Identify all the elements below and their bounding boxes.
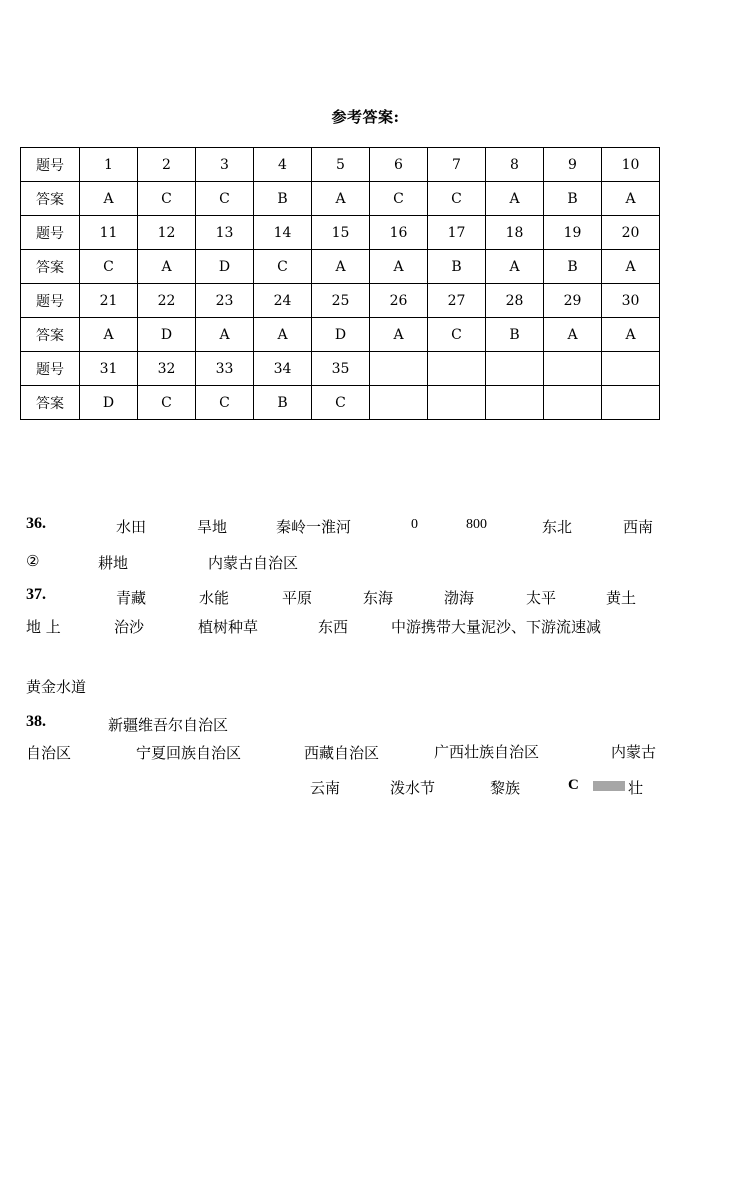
answer-letter-cell — [544, 386, 602, 420]
q36-answer: 水田 — [116, 518, 147, 536]
question-number-cell: 32 — [138, 352, 196, 386]
question-number-cell: 31 — [80, 352, 138, 386]
q38-answer: 壮 — [628, 779, 644, 797]
answer-letter-cell: C — [312, 386, 370, 420]
answer-letter-cell: C — [138, 182, 196, 216]
answer-row — [21, 182, 660, 216]
answer-letter-cell: A — [486, 182, 544, 216]
answer-letter-cell: B — [254, 182, 312, 216]
row-label-answer: 答案 — [21, 182, 80, 216]
question-number-cell — [428, 352, 486, 386]
answer-key-title: 参考答案: — [331, 108, 400, 126]
row-label-question: 题号 — [21, 352, 80, 386]
row-label-answer: 答案 — [21, 386, 80, 420]
question-number-cell: 8 — [486, 148, 544, 182]
answer-letter-cell: B — [254, 386, 312, 420]
q38-answer: 新疆维吾尔自治区 — [108, 716, 229, 734]
answer-row — [21, 250, 660, 284]
question-number-cell — [602, 352, 660, 386]
question-number-cell: 15 — [312, 216, 370, 250]
q36-answer: 秦岭一淮河 — [276, 518, 352, 536]
answer-letter-cell: D — [138, 318, 196, 352]
q36-answer: ② — [26, 552, 40, 570]
q38-number: 38. — [26, 713, 46, 730]
question-number-cell: 7 — [428, 148, 486, 182]
question-number-cell: 2 — [138, 148, 196, 182]
answer-letter-cell: C — [196, 386, 254, 420]
question-number-cell: 23 — [196, 284, 254, 318]
q37-answer: 黄土 — [606, 589, 637, 607]
row-label-answer: 答案 — [21, 250, 80, 284]
answer-letter-cell: B — [428, 250, 486, 284]
answer-letter-cell: A — [544, 318, 602, 352]
question-number-cell: 1 — [80, 148, 138, 182]
answer-letter-cell — [370, 386, 428, 420]
q36-answer: 西南 — [623, 518, 654, 536]
answer-letter-cell: B — [544, 250, 602, 284]
question-number-cell: 34 — [254, 352, 312, 386]
q36-answer: 800 — [466, 517, 487, 532]
question-number-cell: 27 — [428, 284, 486, 318]
question-number-cell: 9 — [544, 148, 602, 182]
answer-letter-cell: C — [254, 250, 312, 284]
answer-letter-cell: A — [80, 318, 138, 352]
answer-letter-cell: C — [428, 182, 486, 216]
q37-answer: 治沙 — [114, 618, 145, 636]
row-label-question: 题号 — [21, 216, 80, 250]
q37-answer: 东海 — [363, 589, 394, 607]
question-number-cell: 18 — [486, 216, 544, 250]
question-number-cell — [544, 352, 602, 386]
answer-letter-cell: D — [80, 386, 138, 420]
answer-letter-cell: D — [312, 318, 370, 352]
q37-answer: 太平 — [526, 589, 557, 607]
q37-answer: 地 上 — [26, 618, 61, 636]
q36-answer: 东北 — [542, 518, 573, 536]
answer-letter-cell: C — [80, 250, 138, 284]
row-label-question: 题号 — [21, 284, 80, 318]
answer-letter-cell: A — [602, 250, 660, 284]
q36-answer: 内蒙古自治区 — [208, 554, 299, 572]
question-number-cell — [486, 352, 544, 386]
answer-letter-cell: A — [254, 318, 312, 352]
question-number-row — [21, 148, 660, 182]
answer-row — [21, 318, 660, 352]
q37-answer: 东西 — [318, 618, 349, 636]
answer-letter-cell: A — [312, 250, 370, 284]
q36-answer: 耕地 — [98, 554, 129, 572]
q37-answer: 渤海 — [444, 589, 475, 607]
question-number-cell: 4 — [254, 148, 312, 182]
answer-letter-cell: A — [370, 250, 428, 284]
answer-letter-cell: B — [486, 318, 544, 352]
answer-letter-cell: A — [312, 182, 370, 216]
answer-row — [21, 386, 660, 420]
question-number-cell: 10 — [602, 148, 660, 182]
answer-letter-cell: A — [602, 182, 660, 216]
question-number-cell: 21 — [80, 284, 138, 318]
answer-letter-cell: A — [196, 318, 254, 352]
question-number-cell: 29 — [544, 284, 602, 318]
answer-letter-cell: C — [428, 318, 486, 352]
question-number-cell: 6 — [370, 148, 428, 182]
q37-answer: 青藏 — [116, 589, 147, 607]
question-number-cell: 26 — [370, 284, 428, 318]
answer-letter-cell: C — [196, 182, 254, 216]
row-label-answer: 答案 — [21, 318, 80, 352]
question-number-cell: 12 — [138, 216, 196, 250]
question-number-cell: 5 — [312, 148, 370, 182]
question-number-cell: 20 — [602, 216, 660, 250]
question-number-cell: 3 — [196, 148, 254, 182]
question-number-cell: 22 — [138, 284, 196, 318]
answer-letter-cell: D — [196, 250, 254, 284]
answer-letter-cell: C — [138, 386, 196, 420]
q38-answer: C — [568, 777, 579, 793]
question-number-cell: 17 — [428, 216, 486, 250]
question-number-cell: 14 — [254, 216, 312, 250]
question-number-row — [21, 352, 660, 386]
answer-letter-cell — [602, 386, 660, 420]
q38-answer: 泼水节 — [390, 779, 436, 797]
answer-letter-cell: A — [138, 250, 196, 284]
q37-number: 37. — [26, 586, 46, 603]
q36-answer: 0 — [411, 517, 418, 532]
answer-letter-cell: A — [602, 318, 660, 352]
answer-letter-cell: B — [544, 182, 602, 216]
answer-letter-cell — [428, 386, 486, 420]
question-number-cell: 35 — [312, 352, 370, 386]
q38-answer: 自治区 — [26, 744, 72, 762]
question-number-cell: 30 — [602, 284, 660, 318]
question-number-cell: 28 — [486, 284, 544, 318]
question-number-cell: 13 — [196, 216, 254, 250]
question-number-cell: 16 — [370, 216, 428, 250]
question-number-cell: 24 — [254, 284, 312, 318]
answer-table — [20, 147, 660, 420]
q37-answer: 中游携带大量泥沙、下游流速减 — [391, 618, 602, 636]
q38-answer: 广西壮族自治区 — [434, 743, 540, 761]
q38-answer: 云南 — [310, 779, 341, 797]
q38-answer: 内蒙古 — [611, 743, 657, 761]
q37-answer: 黄金水道 — [26, 678, 87, 696]
answer-letter-cell: A — [370, 318, 428, 352]
q37-answer: 水能 — [199, 589, 230, 607]
q37-answer: 植树种草 — [198, 618, 259, 636]
answer-letter-cell: A — [80, 182, 138, 216]
question-number-cell: 33 — [196, 352, 254, 386]
q36-number: 36. — [26, 515, 46, 532]
q38-answer: 宁夏回族自治区 — [136, 744, 242, 762]
answer-letter-cell: A — [486, 250, 544, 284]
question-number-cell: 25 — [312, 284, 370, 318]
question-number-row — [21, 216, 660, 250]
gray-highlight-bar — [593, 781, 625, 791]
answer-letter-cell: C — [370, 182, 428, 216]
question-number-cell: 11 — [80, 216, 138, 250]
row-label-question: 题号 — [21, 148, 80, 182]
q38-answer: 黎族 — [490, 779, 521, 797]
q36-answer: 旱地 — [197, 518, 228, 536]
answer-letter-cell — [486, 386, 544, 420]
q38-answer: 西藏自治区 — [304, 744, 380, 762]
question-number-cell: 19 — [544, 216, 602, 250]
question-number-row — [21, 284, 660, 318]
q37-answer: 平原 — [282, 589, 313, 607]
question-number-cell — [370, 352, 428, 386]
